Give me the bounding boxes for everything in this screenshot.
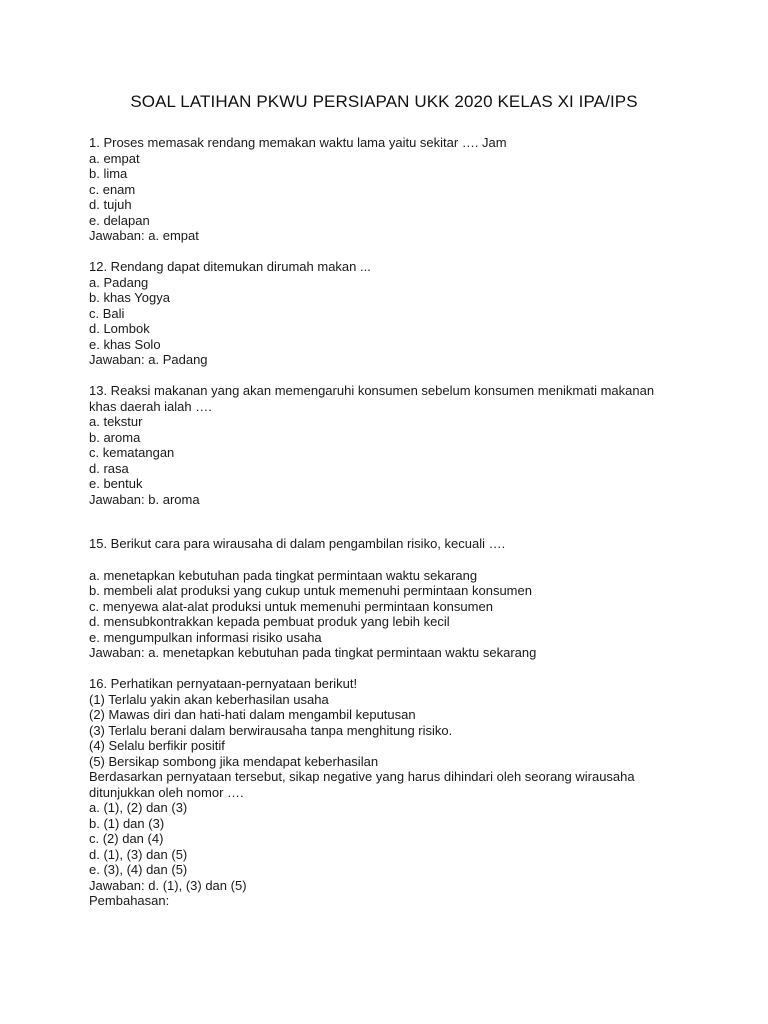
answer-line: Jawaban: a. Padang	[89, 352, 208, 367]
question-15	[89, 536, 729, 661]
option-e: e. (3), (4) dan (5)	[89, 862, 188, 877]
statement-2: (2) Mawas diri dan hati-hati dalam mengambil keputusan	[89, 707, 416, 722]
answer-line: Jawaban: d. (1), (3) dan (5)	[89, 877, 247, 893]
option-d: d. mensubkontrakkan kepada pembuat produk yang lebih kecil	[89, 614, 450, 629]
option-d: d. rasa	[89, 460, 129, 476]
option-d: d. tujuh	[89, 197, 132, 212]
option-c: c. Bali	[89, 305, 125, 321]
question-16	[89, 676, 729, 909]
answer-line: Jawaban: a. empat	[89, 228, 199, 243]
option-a: a. menetapkan kebutuhan pada tingkat permintaan waktu sekarang	[89, 567, 478, 583]
option-e: e. khas Solo	[89, 336, 161, 352]
statement-5: (5) Bersikap sombong jika mendapat keberhasilan	[89, 753, 379, 769]
option-e: e. bentuk	[89, 476, 143, 491]
question-stem: 1. Proses memasak rendang memakan waktu lama yaitu sekitar …. Jam	[89, 135, 507, 150]
question-stem: 15. Berikut cara para wirausaha di dalam pengambilan risiko, kecuali ….	[89, 536, 506, 551]
option-c: c. (2) dan (4)	[89, 831, 164, 846]
option-c: c. menyewa alat-alat produksi untuk memenuhi permintaan konsumen	[89, 598, 493, 614]
question-stem: 13. Reaksi makanan yang akan memengaruhi konsumen sebelum konsumen menikmati makanan	[89, 383, 655, 398]
answer-line: Jawaban: b. aroma	[89, 491, 200, 507]
option-b: b. lima	[89, 166, 128, 181]
question-prompt-continued: ditunjukkan oleh nomor ….	[89, 784, 244, 800]
statement-3: (3) Terlalu berani dalam berwirausaha tanpa menghitung risiko.	[89, 722, 453, 738]
question-stem-continued: khas daerah ialah ….	[89, 398, 212, 414]
document-title: SOAL LATIHAN PKWU PERSIAPAN UKK 2020 KELAS XI IPA/IPS	[130, 92, 638, 111]
question-13	[89, 383, 729, 507]
option-c: c. enam	[89, 181, 136, 197]
question-1	[89, 135, 729, 244]
option-e: e. delapan	[89, 212, 150, 228]
option-b: b. khas Yogya	[89, 290, 170, 305]
question-12	[89, 259, 729, 368]
option-a: a. (1), (2) dan (3)	[89, 800, 188, 815]
option-a: a. empat	[89, 150, 140, 166]
option-b: b. (1) dan (3)	[89, 815, 165, 831]
option-b: b. membeli alat produksi yang cukup untuk memenuhi permintaan konsumen	[89, 583, 532, 598]
option-a: a. tekstur	[89, 414, 143, 429]
question-stem: 16. Perhatikan pernyataan-pernyataan berikut!	[89, 676, 358, 691]
option-d: d. (1), (3) dan (5)	[89, 846, 188, 862]
statement-1: (1) Terlalu yakin akan keberhasilan usaha	[89, 691, 329, 707]
option-b: b. aroma	[89, 429, 141, 445]
answer-line: Jawaban: a. menetapkan kebutuhan pada tingkat permintaan waktu sekarang	[89, 645, 537, 660]
option-a: a. Padang	[89, 274, 149, 290]
option-c: c. kematangan	[89, 445, 175, 460]
discussion-label: Pembahasan:	[89, 893, 170, 908]
question-stem: 12. Rendang dapat ditemukan dirumah makan ...	[89, 259, 371, 274]
question-prompt: Berdasarkan pernyataan tersebut, sikap negative yang harus dihindari oleh seorang wirausaha	[89, 769, 635, 784]
statement-4: (4) Selalu berfikir positif	[89, 738, 225, 753]
document-body	[89, 135, 729, 909]
option-d: d. Lombok	[89, 321, 150, 336]
option-e: e. mengumpulkan informasi risiko usaha	[89, 629, 322, 645]
